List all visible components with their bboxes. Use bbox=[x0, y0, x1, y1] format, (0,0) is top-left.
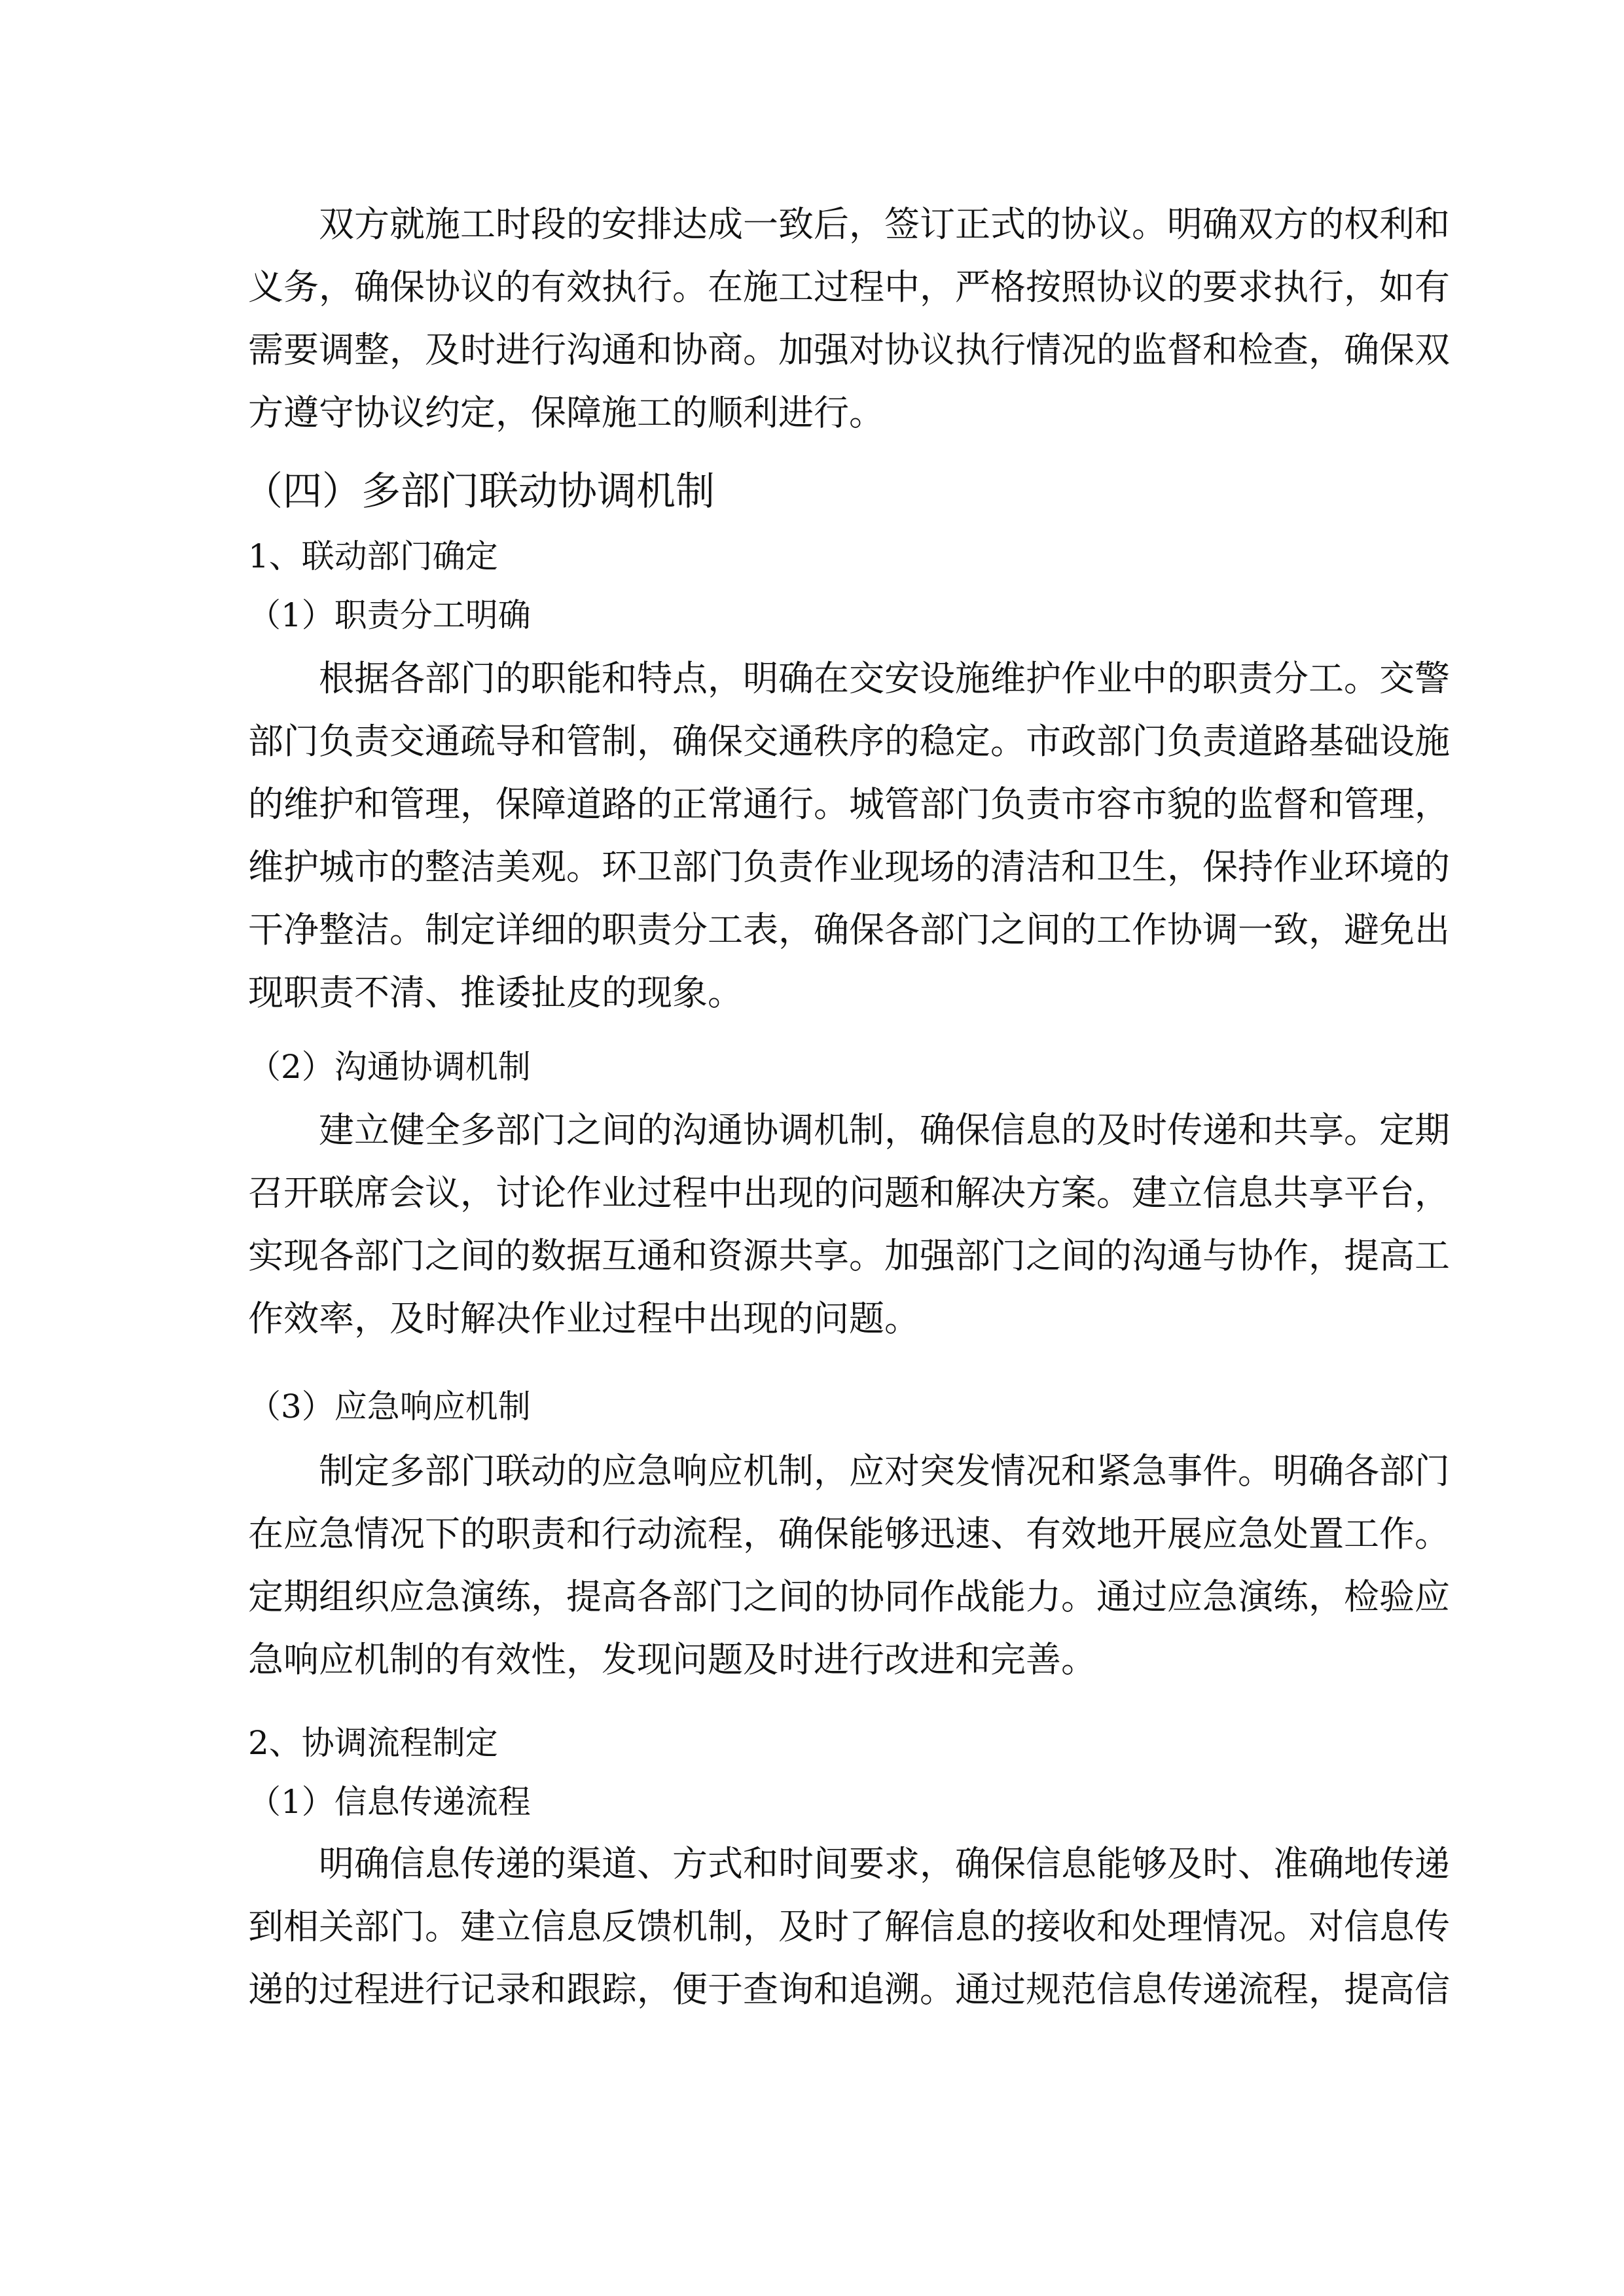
paragraph-responsibility bbox=[248, 647, 1450, 1024]
paragraph-line: 明确信息传递的渠道、方式和时间要求，确保信息能够及时、准确地传递 bbox=[319, 1843, 1450, 1884]
paragraph-info-flow bbox=[248, 1833, 1450, 2021]
item-title-communication: （2）沟通协调机制 bbox=[248, 1048, 531, 1086]
paragraph-line: 实现各部门之间的数据互通和资源共享。加强部门之间的沟通与协作，提高工 bbox=[248, 1235, 1450, 1276]
subsection-title-1: 1、联动部门确定 bbox=[248, 537, 498, 575]
item-title-info-flow: （1）信息传递流程 bbox=[248, 1783, 531, 1821]
paragraph-line: 干净整洁。制定详细的职责分工表，确保各部门之间的工作协调一致，避免出 bbox=[248, 909, 1450, 950]
paragraph-emergency bbox=[248, 1440, 1450, 1691]
paragraph-line: 建立健全多部门之间的沟通协调机制，确保信息的及时传递和共享。定期 bbox=[319, 1109, 1450, 1151]
paragraph-line: 的维护和管理，保障道路的正常通行。城管部门负责市容市貌的监督和管理， bbox=[248, 783, 1450, 825]
paragraph-line: 现职责不清、推诿扯皮的现象。 bbox=[248, 972, 743, 1013]
paragraph-line: 根据各部门的职能和特点，明确在交安设施维护作业中的职责分工。交警 bbox=[319, 658, 1450, 699]
paragraph-line: 急响应机制的有效性，发现问题及时进行改进和完善。 bbox=[248, 1639, 1096, 1680]
paragraph-line: 方遵守协议约定，保障施工的顺利进行。 bbox=[248, 392, 884, 433]
paragraph-line: 定期组织应急演练，提高各部门之间的协同作战能力。通过应急演练，检验应 bbox=[248, 1576, 1450, 1617]
paragraph-line: 制定多部门联动的应急响应机制，应对突发情况和紧急事件。明确各部门 bbox=[319, 1450, 1450, 1492]
paragraph-line: 义务，确保协议的有效执行。在施工过程中，严格按照协议的要求执行，如有 bbox=[248, 266, 1450, 308]
item-title-emergency: （3）应急响应机制 bbox=[248, 1388, 531, 1426]
paragraph-line: 部门负责交通疏导和管制，确保交通秩序的稳定。市政部门负责道路基础设施 bbox=[248, 721, 1450, 762]
paragraph-intro bbox=[248, 193, 1450, 444]
paragraph-line: 作效率，及时解决作业过程中出现的问题。 bbox=[248, 1298, 920, 1339]
paragraph-line: 需要调整，及时进行沟通和协商。加强对协议执行情况的监督和检查，确保双 bbox=[248, 329, 1450, 370]
paragraph-communication bbox=[248, 1099, 1450, 1350]
paragraph-line: 召开联席会议，讨论作业过程中出现的问题和解决方案。建立信息共享平台， bbox=[248, 1172, 1450, 1213]
paragraph-line: 递的过程进行记录和跟踪，便于查询和追溯。通过规范信息传递流程，提高信 bbox=[248, 1969, 1450, 2010]
paragraph-line: 到相关部门。建立信息反馈机制，及时了解信息的接收和处理情况。对信息传 bbox=[248, 1906, 1450, 1947]
paragraph-line: 双方就施工时段的安排达成一致后，签订正式的协议。明确双方的权利和 bbox=[319, 204, 1450, 245]
paragraph-line: 在应急情况下的职责和行动流程，确保能够迅速、有效地开展应急处置工作。 bbox=[248, 1513, 1450, 1554]
item-title-responsibility: （1）职责分工明确 bbox=[248, 596, 531, 634]
paragraph-line: 维护城市的整洁美观。环卫部门负责作业现场的清洁和卫生，保持作业环境的 bbox=[248, 846, 1450, 888]
subsection-title-2: 2、协调流程制定 bbox=[248, 1724, 498, 1762]
section-title: （四）多部门联动协调机制 bbox=[244, 469, 715, 514]
